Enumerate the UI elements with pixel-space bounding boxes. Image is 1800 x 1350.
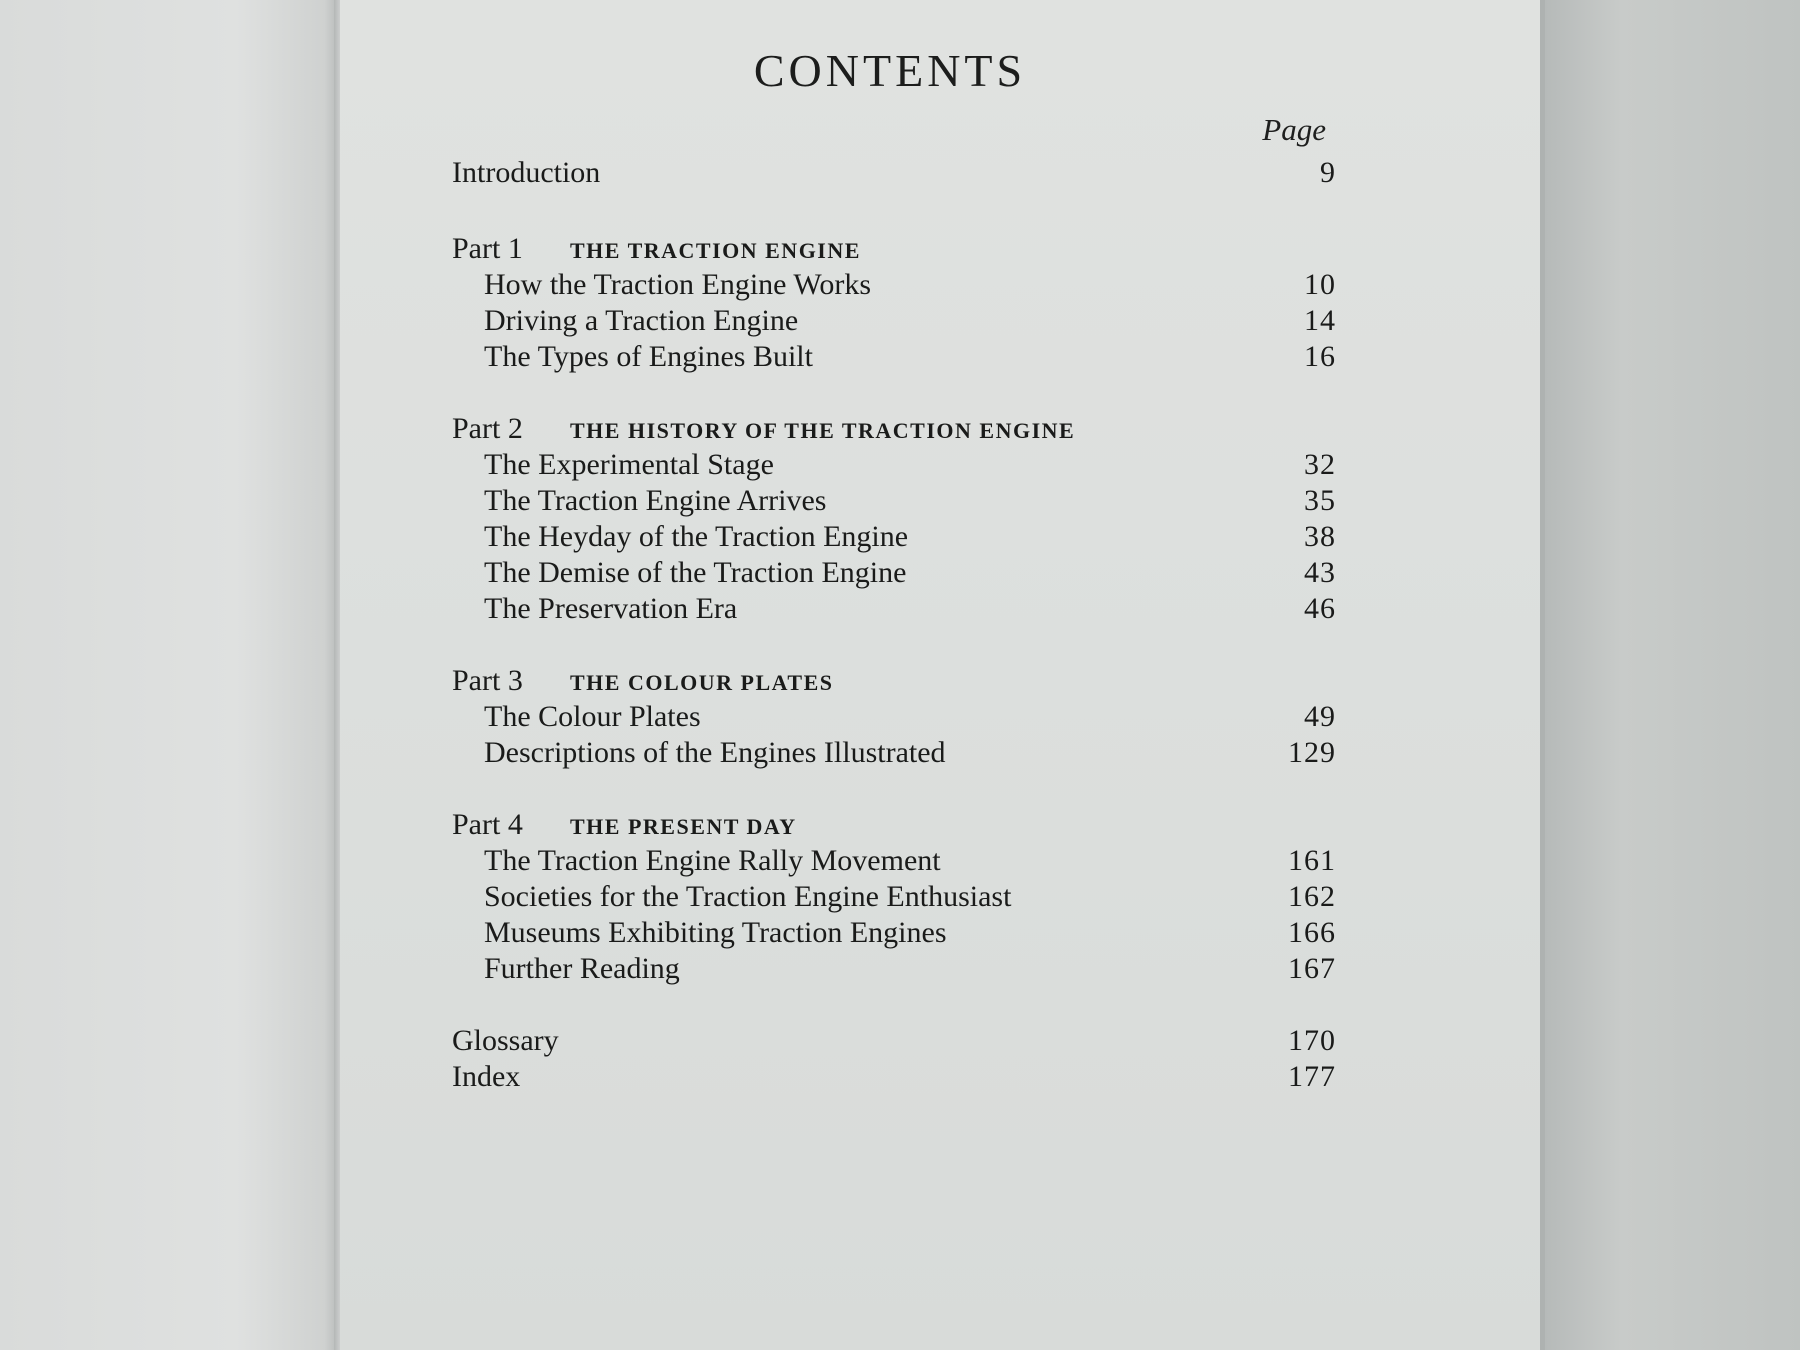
- part-label: Part 3: [452, 664, 523, 697]
- toc-entry-introduction: [452, 155, 1336, 191]
- toc-entry: [452, 339, 1336, 375]
- part-title: THE TRACTION ENGINE: [570, 238, 861, 263]
- toc-entry: [452, 519, 1336, 555]
- toc-entry-label: How the Traction Engine Works: [484, 268, 872, 301]
- toc-entry-label: The Colour Plates: [484, 700, 701, 733]
- toc-entry-index: [452, 1059, 1336, 1095]
- contents-heading: CONTENTS: [753, 45, 1027, 96]
- toc-entry: [452, 447, 1336, 483]
- toc-entry-label: Index: [452, 1060, 521, 1093]
- toc-entry-label: The Experimental Stage: [484, 448, 774, 481]
- toc-entry-page: 166: [1288, 916, 1336, 949]
- toc-entry-page: 38: [1304, 520, 1336, 553]
- part-label: Part 1: [452, 232, 523, 265]
- toc-entry-page: 167: [1288, 952, 1336, 985]
- part-title: THE HISTORY OF THE TRACTION ENGINE: [570, 418, 1076, 443]
- table-surface: [1545, 0, 1800, 1350]
- toc-entry-page: 46: [1304, 592, 1336, 625]
- toc-entry-label: Introduction: [452, 156, 601, 189]
- part-title: THE COLOUR PLATES: [570, 670, 834, 695]
- toc-entry-page: 161: [1288, 844, 1336, 877]
- part-heading-3: [452, 663, 1336, 699]
- toc-entry-label: The Preservation Era: [484, 592, 738, 625]
- toc-entry: [452, 735, 1336, 771]
- toc-entry-page: 16: [1304, 340, 1336, 373]
- toc-entry-page: 9: [1320, 156, 1336, 189]
- toc-entry: [452, 843, 1336, 879]
- toc-entry: [452, 915, 1336, 951]
- toc-entry: [452, 483, 1336, 519]
- toc-entry: [452, 879, 1336, 915]
- part-heading-4: [452, 807, 1336, 843]
- part-label: Part 4: [452, 808, 523, 841]
- toc-entry-page: 10: [1304, 268, 1336, 301]
- toc-entry-label: Museums Exhibiting Traction Engines: [484, 916, 947, 949]
- table-of-contents: [452, 155, 1336, 1095]
- toc-entry-label: Driving a Traction Engine: [484, 304, 799, 337]
- toc-entry-page: 129: [1288, 736, 1336, 769]
- toc-entry-label: Further Reading: [484, 952, 680, 985]
- toc-entry-page: 14: [1304, 304, 1336, 337]
- toc-entry-label: The Traction Engine Arrives: [484, 484, 827, 517]
- toc-entry-glossary: [452, 1023, 1336, 1059]
- toc-entry-label: The Types of Engines Built: [484, 340, 813, 373]
- toc-entry-page: 49: [1304, 700, 1336, 733]
- left-blank-page: [0, 0, 338, 1350]
- toc-entry-label: The Demise of the Traction Engine: [484, 556, 907, 589]
- toc-entry: [452, 555, 1336, 591]
- part-label: Part 2: [452, 412, 523, 445]
- toc-entry-page: 170: [1288, 1024, 1336, 1057]
- toc-entry-label: Societies for the Traction Engine Enthusiast: [484, 880, 1012, 913]
- toc-entry: [452, 303, 1336, 339]
- toc-entry-page: 43: [1304, 556, 1336, 589]
- toc-entry-label: The Traction Engine Rally Movement: [484, 844, 941, 877]
- toc-entry-label: Glossary: [452, 1024, 559, 1057]
- part-title: THE PRESENT DAY: [570, 814, 797, 839]
- part-heading-2: [452, 411, 1336, 447]
- toc-entry-page: 35: [1304, 484, 1336, 517]
- toc-entry: [452, 951, 1336, 987]
- toc-entry-page: 177: [1288, 1060, 1336, 1093]
- toc-entry: [452, 699, 1336, 735]
- toc-entry-label: The Heyday of the Traction Engine: [484, 520, 909, 553]
- toc-entry: [452, 267, 1336, 303]
- toc-entry-page: 32: [1304, 448, 1336, 481]
- toc-entry: [452, 591, 1336, 627]
- toc-entry-label: Descriptions of the Engines Illustrated: [484, 736, 946, 769]
- part-heading-1: [452, 231, 1336, 267]
- page-column-label: Page: [1262, 112, 1326, 147]
- toc-entry-page: 162: [1288, 880, 1336, 913]
